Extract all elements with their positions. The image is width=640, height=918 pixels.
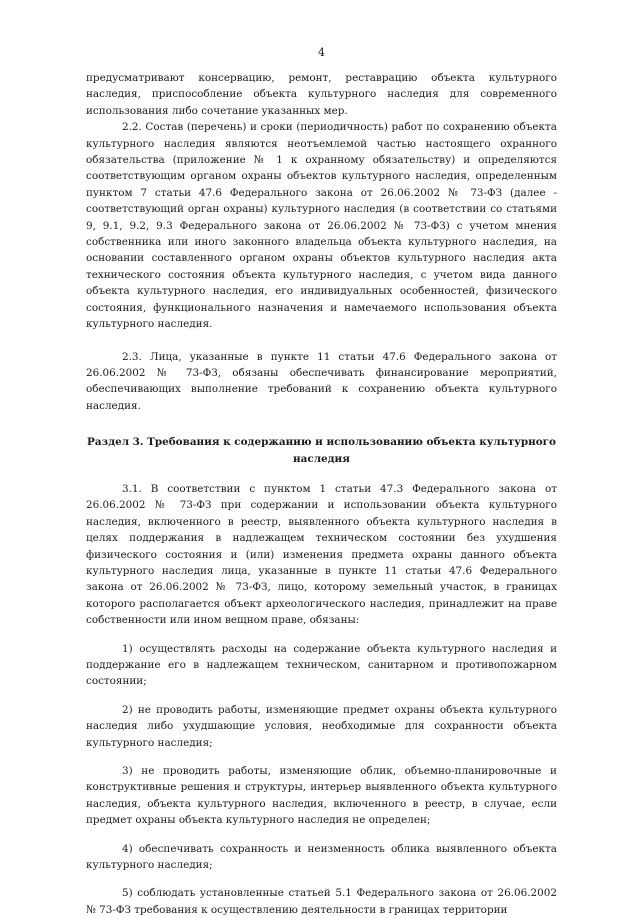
paragraph-2-2: 2.2. Состав (перечень) и сроки (периодичность) работ по сохранению объекта культурного наследия являются неотъемлемой частью настоящего охранного обязательства (приложение № 1 к охранному обязательству) и определяются соответствующим органом охраны объектов культурного наследия, определенным пунктом 7 статьи 47.6 Федерального закона от 26.06.2002 № 73-ФЗ (далее - соответствующий орган охраны) культурного наследия (в соответствии со статьями 9, 9.1, 9.2, 9.3 Федерального закона от 26.06.2002 № 73-ФЗ) с учетом мнения собственника или иного законного владельца объекта культурного наследия, на основании составленного органом охраны объектов культурного наследия акта технического состояния объекта культурного наследия, с учетом вида данного объекта культурного наследия, его индивидуальных особенностей, физического состояния, функционального назначения и намечаемого использования объекта культурного наследия.	[86, 121, 557, 331]
page-number: 4	[318, 46, 325, 59]
list-item-3: 3) не проводить работы, изменяющие облик, объемно-планировочные и конструктивные решения и структуры, интерьер выявленного объекта культурного наследия, объекта культурного наследия, включенного в реестр, в случае, если предмет охраны объекта культурного наследия не определен;	[86, 765, 557, 827]
list-item-2: 2) не проводить работы, изменяющие предмет охраны объекта культурного наследия либо ухудшающие условия, необходимые для сохранности объекта культурного наследия;	[86, 703, 557, 749]
paragraph-2-3: 2.3. Лица, указанные в пункте 11 статьи 47.6 Федерального закона от 26.06.2002 № 73-ФЗ, обязаны обеспечивать финансирование мероприятий, обеспечивающих выполнение требований к сохранению объекта культурного наследия.	[86, 350, 557, 412]
section-3-heading: Раздел 3. Требования к содержанию и использованию объекта культурного наследия	[87, 436, 556, 465]
document-body	[86, 70, 557, 918]
list-item-5: 5) соблюдать установленные статьей 5.1 Федерального закона от 26.06.2002 № 73-ФЗ требования к осуществлению деятельности в границах территории	[86, 887, 557, 916]
paragraph-3-1: 3.1. В соответствии с пунктом 1 статьи 47.3 Федерального закона от 26.06.2002 № 73-ФЗ при содержании и использовании объекта культурного наследия, включенного в реестр, выявленного объекта культурного наследия в целях поддержания в надлежащем техническом состоянии без ухудшения физического состояния и (или) изменения предмета охраны данного объекта культурного наследия лица, указанные в пункте 11 статьи 47.6 Федерального закона от 26.06.2002 № 73-ФЗ, лицо, которому земельный участок, в границах которого располагается объект археологического наследия, принадлежит на праве собственности или ином вещном праве, обязаны:	[86, 482, 557, 627]
paragraph-continuation: предусматривают консервацию, ремонт, реставрацию объекта культурного наследия, приспособление объекта культурного наследия для современного использования либо сочетание указанных мер.	[86, 72, 557, 117]
list-item-4: 4) обеспечивать сохранность и неизменность облика выявленного объекта культурного наследия;	[86, 842, 557, 872]
list-item-1: 1) осуществлять расходы на содержание объекта культурного наследия и поддержание его в надлежащем техническом, санитарном и противопожарном состоянии;	[86, 642, 557, 688]
